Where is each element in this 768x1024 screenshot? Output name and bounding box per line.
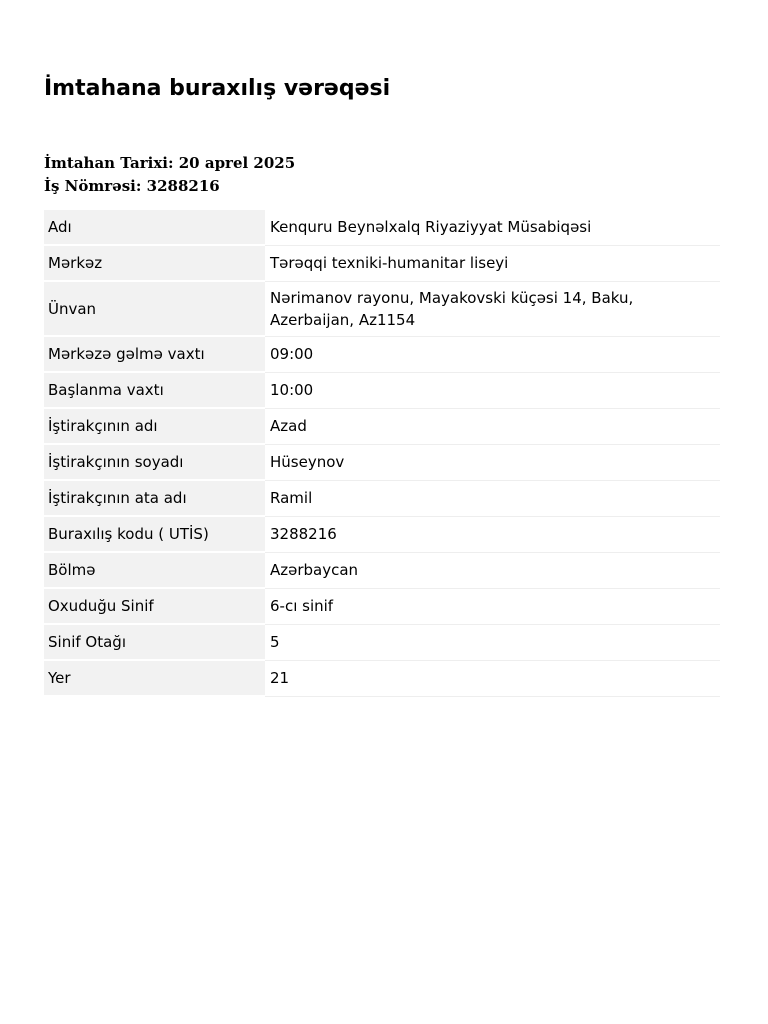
row-label: İştirakçının adı <box>44 408 265 444</box>
table-row <box>44 210 720 245</box>
row-label: Bölmə <box>44 552 265 588</box>
table-row <box>44 372 720 408</box>
table-row <box>44 552 720 588</box>
table-row <box>44 444 720 480</box>
row-value: Hüseynov <box>265 444 720 480</box>
table-row <box>44 660 720 696</box>
row-label: Buraxılış kodu ( UTİS) <box>44 516 265 552</box>
row-value: Ramil <box>265 480 720 516</box>
table-row <box>44 480 720 516</box>
row-label: Yer <box>44 660 265 696</box>
row-value: Nərimanov rayonu, Mayakovski küçəsi 14, Baku, Azerbaijan, Az1154 <box>265 281 720 336</box>
work-number-line <box>44 175 295 198</box>
row-label: Oxuduğu Sinif <box>44 588 265 624</box>
exam-date-line <box>44 152 295 175</box>
row-label: Mərkəz <box>44 245 265 281</box>
page-title: İmtahana buraxılış vərəqəsi <box>44 76 391 101</box>
row-label: Başlanma vaxtı <box>44 372 265 408</box>
work-number-label: İş Nömrəsi: <box>44 177 142 195</box>
table-row <box>44 588 720 624</box>
row-value: 3288216 <box>265 516 720 552</box>
row-label: Sinif Otağı <box>44 624 265 660</box>
row-value: 10:00 <box>265 372 720 408</box>
exam-date-value: 20 aprel 2025 <box>178 154 296 172</box>
exam-meta <box>44 152 295 198</box>
row-label: Mərkəzə gəlmə vaxtı <box>44 336 265 372</box>
row-label: İştirakçının soyadı <box>44 444 265 480</box>
table-row <box>44 408 720 444</box>
row-value: 5 <box>265 624 720 660</box>
row-value: Tərəqqi texniki-humanitar liseyi <box>265 245 720 281</box>
table-row <box>44 281 720 336</box>
table-row <box>44 336 720 372</box>
row-value: 09:00 <box>265 336 720 372</box>
table-row <box>44 624 720 660</box>
row-label: Ünvan <box>44 281 265 336</box>
row-value: Azərbaycan <box>265 552 720 588</box>
table-row <box>44 516 720 552</box>
row-value: Azad <box>265 408 720 444</box>
row-label: İştirakçının ata adı <box>44 480 265 516</box>
info-table <box>44 210 720 697</box>
row-value: Kenquru Beynəlxalq Riyaziyyat Müsabiqəsi <box>265 210 720 245</box>
row-value: 6-cı sinif <box>265 588 720 624</box>
row-value: 21 <box>265 660 720 696</box>
row-label: Adı <box>44 210 265 245</box>
work-number-value: 3288216 <box>146 177 220 195</box>
table-row <box>44 245 720 281</box>
exam-date-label: İmtahan Tarixi: <box>44 154 174 172</box>
